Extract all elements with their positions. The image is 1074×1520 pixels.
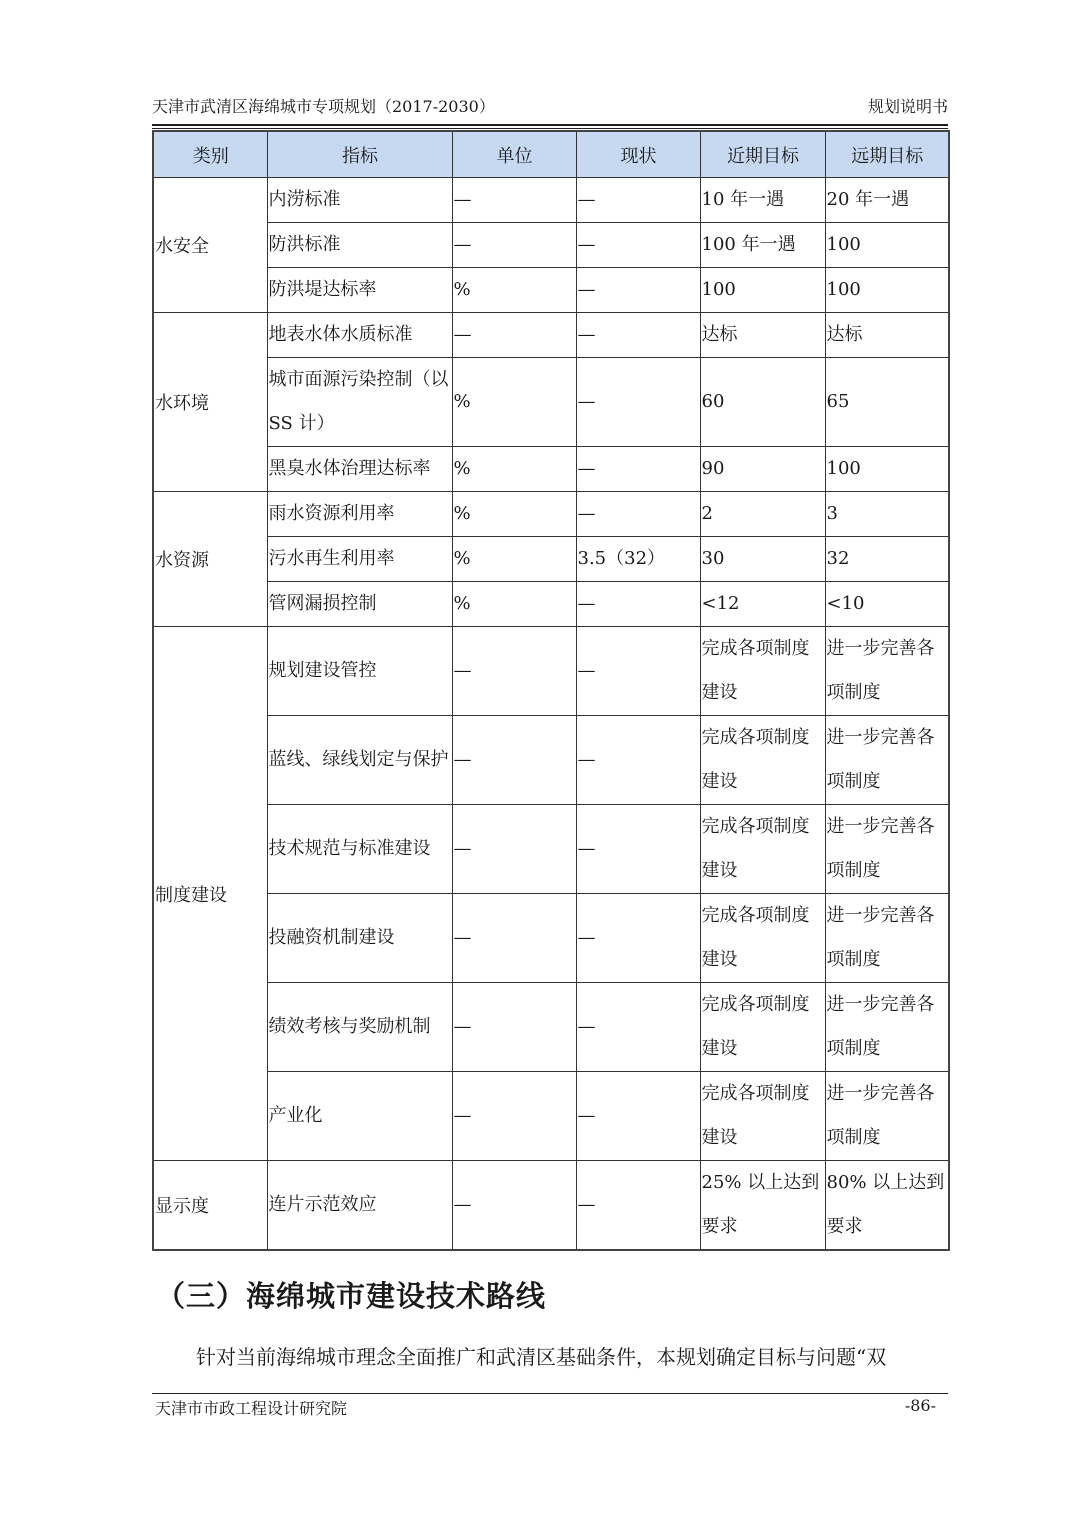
footer-rule: [152, 1393, 948, 1394]
indicator-cell: [267, 537, 452, 582]
near-term-cell: [700, 1072, 825, 1161]
indicator-cell: [267, 178, 452, 223]
long-term-cell: [825, 178, 949, 223]
current-cell: [576, 1072, 700, 1161]
table-row: [153, 178, 949, 223]
current-cell-text: —: [577, 189, 596, 210]
long-term-cell-text: 100: [826, 234, 861, 255]
indicator-cell-text: 管网漏损控制: [268, 593, 377, 614]
near-term-cell-text: 2: [701, 503, 713, 524]
unit-cell: [452, 447, 576, 492]
col-header-current: 现状: [576, 131, 700, 178]
table-row: [153, 492, 949, 537]
unit-cell: [452, 716, 576, 805]
col-header-indicator: 指标: [267, 131, 452, 178]
long-term-cell-text: 进一步完善各项制度: [826, 905, 935, 970]
col-header-near-term: 近期目标: [700, 131, 825, 178]
current-cell: [576, 627, 700, 716]
long-term-cell: [825, 805, 949, 894]
current-cell: [576, 716, 700, 805]
unit-cell: [452, 492, 576, 537]
long-term-cell: [825, 223, 949, 268]
current-cell-text: —: [577, 838, 596, 859]
current-cell: [576, 805, 700, 894]
unit-cell-text: —: [453, 234, 472, 255]
indicator-cell: [267, 582, 452, 627]
near-term-cell: [700, 492, 825, 537]
unit-cell-text: %: [453, 279, 471, 300]
table-row: [153, 447, 949, 492]
near-term-cell-text: 完成各项制度建设: [701, 1083, 810, 1148]
indicator-cell-text: 污水再生利用率: [268, 548, 395, 569]
near-term-cell: [700, 223, 825, 268]
long-term-cell: [825, 1072, 949, 1161]
current-cell: [576, 223, 700, 268]
current-cell: [576, 582, 700, 627]
near-term-cell: [700, 537, 825, 582]
current-cell-text: —: [577, 1016, 596, 1037]
near-term-cell-text: 完成各项制度建设: [701, 905, 810, 970]
near-term-cell-text: 完成各项制度建设: [701, 638, 810, 703]
unit-cell-text: —: [453, 1105, 472, 1126]
header-doc-type: 规划说明书: [867, 97, 948, 116]
indicator-table: [152, 130, 950, 1251]
unit-cell-text: %: [453, 458, 471, 479]
unit-cell-text: —: [453, 927, 472, 948]
current-cell-text: —: [577, 927, 596, 948]
long-term-cell: [825, 894, 949, 983]
unit-cell: [452, 805, 576, 894]
near-term-cell: [700, 627, 825, 716]
category-cell: 水资源: [153, 492, 267, 627]
long-term-cell-text: 达标: [826, 324, 863, 345]
near-term-cell-text: 达标: [701, 324, 738, 345]
current-cell: [576, 894, 700, 983]
indicator-cell: [267, 805, 452, 894]
table-row: [153, 358, 949, 447]
unit-cell-text: —: [453, 189, 472, 210]
category-cell: 水安全: [153, 178, 267, 313]
current-cell-text: —: [577, 660, 596, 681]
current-cell-text: —: [577, 503, 596, 524]
current-cell-text: —: [577, 1105, 596, 1126]
near-term-cell: [700, 983, 825, 1072]
category-cell: 制度建设: [153, 627, 267, 1161]
near-term-cell: [700, 716, 825, 805]
near-term-cell: [700, 313, 825, 358]
long-term-cell: [825, 447, 949, 492]
long-term-cell-text: 进一步完善各项制度: [826, 638, 935, 703]
near-term-cell: [700, 1161, 825, 1251]
unit-cell-text: —: [453, 749, 472, 770]
indicator-cell-text: 蓝线、绿线划定与保护: [268, 749, 449, 770]
long-term-cell-text: 32: [826, 548, 850, 569]
unit-cell: [452, 223, 576, 268]
unit-cell: [452, 358, 576, 447]
indicator-cell-text: 黑臭水体治理达标率: [268, 458, 431, 479]
current-cell: [576, 358, 700, 447]
unit-cell: [452, 537, 576, 582]
indicator-cell-text: 规划建设管控: [268, 660, 377, 681]
indicator-cell: [267, 447, 452, 492]
near-term-cell: [700, 582, 825, 627]
indicator-cell: [267, 627, 452, 716]
near-term-cell: [700, 178, 825, 223]
unit-cell: [452, 178, 576, 223]
current-cell-text: —: [577, 749, 596, 770]
long-term-cell: [825, 313, 949, 358]
table-row: [153, 627, 949, 716]
indicator-cell: [267, 268, 452, 313]
indicator-cell: [267, 1161, 452, 1251]
current-cell: [576, 178, 700, 223]
table-header-row: [153, 131, 949, 178]
near-term-cell: [700, 805, 825, 894]
table-row: [153, 1161, 949, 1251]
unit-cell: [452, 894, 576, 983]
current-cell: [576, 537, 700, 582]
near-term-cell: [700, 268, 825, 313]
near-term-cell-text: 完成各项制度建设: [701, 816, 810, 881]
near-term-cell: [700, 447, 825, 492]
long-term-cell-text: 80% 以上达到要求: [826, 1172, 945, 1237]
near-term-cell-text: 30: [701, 548, 725, 569]
indicator-cell: [267, 358, 452, 447]
indicator-cell: [267, 983, 452, 1072]
long-term-cell-text: 进一步完善各项制度: [826, 1083, 935, 1148]
near-term-cell: [700, 894, 825, 983]
table-row: [153, 1072, 949, 1161]
section-heading: （三）海绵城市建设技术路线: [156, 1279, 547, 1313]
long-term-cell-text: 进一步完善各项制度: [826, 816, 935, 881]
near-term-cell-text: <12: [701, 593, 740, 614]
current-cell: [576, 313, 700, 358]
long-term-cell: [825, 582, 949, 627]
table-row: [153, 268, 949, 313]
indicator-cell-text: 技术规范与标准建设: [268, 838, 431, 859]
unit-cell: [452, 313, 576, 358]
long-term-cell-text: 3: [826, 503, 838, 524]
long-term-cell: [825, 716, 949, 805]
long-term-cell-text: <10: [826, 593, 865, 614]
indicator-cell-text: 地表水体水质标准: [268, 324, 413, 345]
current-cell-text: —: [577, 234, 596, 255]
unit-cell-text: —: [453, 1016, 472, 1037]
page-number: -86-: [904, 1396, 936, 1415]
category-cell: 水环境: [153, 313, 267, 492]
col-header-unit: 单位: [452, 131, 576, 178]
current-cell: [576, 983, 700, 1072]
long-term-cell-text: 65: [826, 391, 850, 412]
unit-cell-text: %: [453, 593, 471, 614]
current-cell-text: —: [577, 324, 596, 345]
long-term-cell-text: 20 年一遇: [826, 189, 910, 210]
col-header-long-term: 远期目标: [825, 131, 949, 178]
unit-cell: [452, 268, 576, 313]
table-row: [153, 805, 949, 894]
long-term-cell: [825, 492, 949, 537]
current-cell: [576, 268, 700, 313]
indicator-cell: [267, 313, 452, 358]
table-row: [153, 983, 949, 1072]
current-cell-text: —: [577, 279, 596, 300]
current-cell-text: —: [577, 593, 596, 614]
unit-cell-text: —: [453, 838, 472, 859]
near-term-cell-text: 10 年一遇: [701, 189, 785, 210]
near-term-cell-text: 25% 以上达到要求: [701, 1172, 820, 1237]
indicator-cell-text: 投融资机制建设: [268, 927, 395, 948]
current-cell: [576, 492, 700, 537]
unit-cell: [452, 582, 576, 627]
near-term-cell-text: 完成各项制度建设: [701, 994, 810, 1059]
long-term-cell: [825, 1161, 949, 1251]
table-row: [153, 313, 949, 358]
footer-org: 天津市市政工程设计研究院: [155, 1399, 348, 1418]
header-rule: [152, 128, 948, 129]
unit-cell: [452, 983, 576, 1072]
table-row: [153, 582, 949, 627]
current-cell-text: 3.5（32）: [577, 548, 666, 569]
near-term-cell: [700, 358, 825, 447]
unit-cell-text: %: [453, 548, 471, 569]
near-term-cell-text: 100 年一遇: [701, 234, 796, 255]
current-cell: [576, 447, 700, 492]
indicator-cell-text: 产业化: [268, 1105, 323, 1126]
indicator-cell-text: 内涝标准: [268, 189, 341, 210]
header-title: 天津市武清区海绵城市专项规划（2017-2030）: [152, 97, 495, 116]
table-row: [153, 537, 949, 582]
current-cell-text: —: [577, 458, 596, 479]
unit-cell-text: %: [453, 391, 471, 412]
long-term-cell-text: 100: [826, 279, 861, 300]
indicator-cell: [267, 223, 452, 268]
near-term-cell-text: 100: [701, 279, 736, 300]
unit-cell: [452, 627, 576, 716]
long-term-cell-text: 100: [826, 458, 861, 479]
near-term-cell-text: 90: [701, 458, 725, 479]
current-cell-text: —: [577, 1194, 596, 1215]
long-term-cell: [825, 358, 949, 447]
indicator-cell-text: 防洪堤达标率: [268, 279, 377, 300]
long-term-cell-text: 进一步完善各项制度: [826, 994, 935, 1059]
body-paragraph: 针对当前海绵城市理念全面推广和武清区基础条件，本规划确定目标与问题“双: [196, 1345, 887, 1369]
table-row: [153, 894, 949, 983]
long-term-cell: [825, 627, 949, 716]
unit-cell-text: —: [453, 324, 472, 345]
indicator-cell-text: 防洪标准: [268, 234, 341, 255]
col-header-category: 类别: [153, 131, 267, 178]
page-header: [152, 90, 948, 126]
long-term-cell: [825, 983, 949, 1072]
table-row: [153, 223, 949, 268]
long-term-cell: [825, 537, 949, 582]
current-cell: [576, 1161, 700, 1251]
unit-cell: [452, 1072, 576, 1161]
indicator-cell-text: 连片示范效应: [268, 1194, 377, 1215]
table-row: [153, 716, 949, 805]
category-cell: 显示度: [153, 1161, 267, 1251]
long-term-cell-text: 进一步完善各项制度: [826, 727, 935, 792]
current-cell-text: —: [577, 391, 596, 412]
indicator-cell: [267, 894, 452, 983]
indicator-cell-text: 城市面源污染控制（以SS 计）: [268, 369, 449, 434]
near-term-cell-text: 完成各项制度建设: [701, 727, 810, 792]
indicator-cell: [267, 492, 452, 537]
unit-cell-text: %: [453, 503, 471, 524]
unit-cell-text: —: [453, 660, 472, 681]
near-term-cell-text: 60: [701, 391, 725, 412]
indicator-cell: [267, 716, 452, 805]
unit-cell-text: —: [453, 1194, 472, 1215]
indicator-cell: [267, 1072, 452, 1161]
indicator-cell-text: 雨水资源利用率: [268, 503, 395, 524]
indicator-cell-text: 绩效考核与奖励机制: [268, 1016, 431, 1037]
long-term-cell: [825, 268, 949, 313]
unit-cell: [452, 1161, 576, 1251]
